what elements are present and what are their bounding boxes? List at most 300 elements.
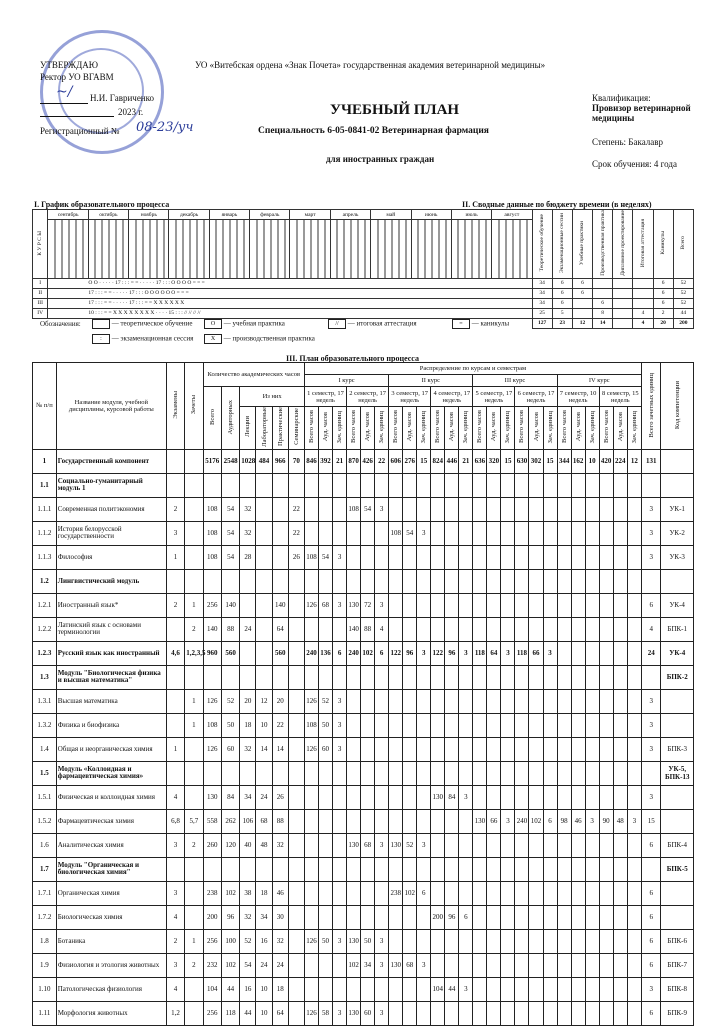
row-number: 1.5.2 — [33, 809, 57, 833]
row-semester-value — [304, 905, 318, 929]
row-semester-value: 6 — [543, 809, 557, 833]
semester-subheader — [347, 407, 361, 450]
row-semester-value: 130 — [347, 929, 361, 953]
row-name: Органическая химия — [56, 881, 166, 905]
row-semester-value: 22 — [375, 449, 389, 473]
row-semester-value — [417, 1001, 431, 1025]
row-semester-value — [627, 1001, 641, 1025]
row-semester-value — [375, 569, 389, 593]
row-semester-value — [627, 881, 641, 905]
week-cells — [371, 220, 411, 278]
month-header: апрель — [330, 210, 370, 220]
row-semester-value — [627, 857, 641, 881]
row-exams: 1 — [166, 737, 184, 761]
row-labs: 24 — [256, 953, 272, 977]
row-semester-value: 130 — [389, 833, 403, 857]
row-semester-value — [417, 617, 431, 641]
semester-header: 1 семестр, 17 недель — [304, 387, 346, 407]
row-semester-value — [445, 953, 459, 977]
legend-exam-box: : — [92, 334, 110, 344]
row-semester-value: 12 — [627, 449, 641, 473]
row-semester-value — [445, 689, 459, 713]
semester-subheader — [361, 407, 375, 450]
course-header: III курс — [473, 375, 557, 387]
row-total-hours: 108 — [203, 545, 221, 569]
course-header: IV курс — [557, 375, 641, 387]
row-semester-value — [487, 497, 501, 521]
summary-header-label: Учебные практики — [579, 220, 586, 265]
course-summary-value: 6 — [653, 288, 673, 298]
semester-subheader-label: Ауд. часов — [532, 412, 540, 442]
row-semester-value — [389, 809, 403, 833]
week-cells — [492, 220, 532, 278]
row-semester-value — [585, 713, 599, 737]
row-semester-value: 50 — [319, 929, 333, 953]
row-practical: 966 — [272, 449, 288, 473]
row-semester-value — [543, 761, 557, 785]
degree: Степень: Бакалавр — [592, 137, 664, 147]
row-name: Патологическая физиология — [56, 977, 166, 1001]
table-row — [33, 593, 694, 617]
row-aud-hours — [221, 665, 239, 689]
month-header: июль — [451, 210, 491, 220]
row-semester-value — [557, 905, 571, 929]
row-semester-value: 68 — [319, 593, 333, 617]
row-total-credits: 6 — [642, 593, 661, 617]
row-credits: 1 — [185, 929, 203, 953]
row-semester-value — [487, 713, 501, 737]
row-seminars — [288, 929, 304, 953]
row-practical: 18 — [272, 977, 288, 1001]
row-competence — [661, 809, 694, 833]
course-summary-value: 44 — [673, 308, 693, 318]
row-semester-value: 3 — [585, 809, 599, 833]
table-row — [33, 617, 694, 641]
row-semester-value: 446 — [445, 449, 459, 473]
row-semester-value — [431, 473, 445, 497]
row-semester-value: 3 — [501, 809, 515, 833]
row-lectures: 18 — [240, 713, 256, 737]
course-summary-value: 34 — [532, 278, 552, 288]
row-semester-value — [627, 617, 641, 641]
row-semester-value: 3 — [375, 833, 389, 857]
row-semester-value — [571, 617, 585, 641]
semester-header: 5 семестр, 17 недель — [473, 387, 515, 407]
course-summary-value: 2 — [653, 308, 673, 318]
row-semester-value — [515, 1001, 529, 1025]
row-semester-value — [585, 761, 599, 785]
audience: для иностранных граждан — [326, 154, 435, 164]
row-total-hours: 126 — [203, 689, 221, 713]
row-semester-value: 90 — [599, 809, 613, 833]
row-semester-value — [473, 689, 487, 713]
row-semester-value — [501, 785, 515, 809]
row-semester-value: 130 — [347, 593, 361, 617]
row-semester-value — [501, 881, 515, 905]
row-aud-hours — [221, 761, 239, 785]
row-number: 1.2.1 — [33, 593, 57, 617]
row-total-credits: 3 — [642, 977, 661, 1001]
row-semester-value — [515, 713, 529, 737]
row-semester-value — [445, 857, 459, 881]
semester-subheader — [459, 407, 473, 450]
row-semester-value — [627, 521, 641, 545]
row-semester-value — [543, 569, 557, 593]
row-semester-value — [347, 977, 361, 1001]
row-semester-value: 4 — [375, 617, 389, 641]
row-semester-value — [613, 785, 627, 809]
summary-header-label: Экзаменационные сессии — [559, 212, 566, 273]
row-semester-value — [557, 617, 571, 641]
row-name: Общая и неорганическая химия — [56, 737, 166, 761]
total-credits-header — [642, 363, 661, 450]
row-semester-value — [613, 833, 627, 857]
row-semester-value — [487, 569, 501, 593]
semester-subheader — [599, 407, 613, 450]
row-seminars: 70 — [288, 449, 304, 473]
row-semester-value — [529, 665, 543, 689]
row-semester-value — [599, 473, 613, 497]
row-semester-value — [487, 1001, 501, 1025]
row-semester-value — [627, 713, 641, 737]
row-semester-value — [543, 617, 557, 641]
semester-subheader-label: Зач. единиц — [588, 410, 596, 444]
row-practical: 26 — [272, 785, 288, 809]
row-semester-value — [431, 881, 445, 905]
row-aud-hours: 84 — [221, 785, 239, 809]
hours-total-header — [203, 387, 221, 450]
semester-header: 3 семестр, 17 недель — [389, 387, 431, 407]
table-row — [33, 881, 694, 905]
row-competence: БПК-4 — [661, 833, 694, 857]
course-name: III — [33, 298, 48, 308]
row-semester-value — [487, 473, 501, 497]
row-semester-value — [529, 737, 543, 761]
semester-subheader — [403, 407, 417, 450]
row-semester-value — [333, 785, 347, 809]
row-semester-value: 870 — [347, 449, 361, 473]
row-semester-value — [571, 713, 585, 737]
row-semester-value — [445, 521, 459, 545]
row-semester-value: 3 — [459, 977, 473, 1001]
row-semester-value: 46 — [571, 809, 585, 833]
row-aud-hours — [221, 569, 239, 593]
semester-subheader — [543, 407, 557, 450]
row-semester-value — [627, 929, 641, 953]
row-seminars: 22 — [288, 497, 304, 521]
row-semester-value: 6 — [333, 641, 347, 665]
row-number: 1.7.2 — [33, 905, 57, 929]
legend-holiday-box: = — [452, 319, 470, 329]
row-semester-value — [571, 1001, 585, 1025]
week-cells — [250, 220, 290, 278]
row-credits — [185, 977, 203, 1001]
row-semester-value — [543, 905, 557, 929]
row-semester-value: 3 — [459, 785, 473, 809]
row-total-hours — [203, 761, 221, 785]
legend-theory-text: — теоретическое обучение — [111, 319, 193, 328]
row-number: 1.7.1 — [33, 881, 57, 905]
semester-subheader-label: Зач. единиц — [462, 410, 470, 444]
semester-subheader — [473, 407, 487, 450]
row-semester-value — [417, 857, 431, 881]
row-semester-value: 3 — [375, 1001, 389, 1025]
row-semester-value: 240 — [515, 809, 529, 833]
row-semester-value — [304, 809, 318, 833]
row-competence — [661, 449, 694, 473]
row-lectures — [240, 857, 256, 881]
row-semester-value — [585, 881, 599, 905]
legend-prod-text: — производственная практика — [223, 334, 315, 343]
row-semester-value — [375, 473, 389, 497]
row-semester-value — [403, 593, 417, 617]
row-semester-value — [543, 833, 557, 857]
row-semester-value: 636 — [473, 449, 487, 473]
row-semester-value — [501, 593, 515, 617]
row-semester-value — [501, 929, 515, 953]
row-practical: 24 — [272, 953, 288, 977]
row-semester-value — [333, 665, 347, 689]
row-semester-value: 54 — [403, 521, 417, 545]
row-total-credits — [642, 857, 661, 881]
row-lectures: 52 — [240, 929, 256, 953]
semester-subheader — [417, 407, 431, 450]
row-semester-value: 34 — [361, 953, 375, 977]
row-semester-value: 224 — [613, 449, 627, 473]
course-summary-value — [572, 308, 592, 318]
row-semester-value — [389, 905, 403, 929]
row-semester-value — [304, 977, 318, 1001]
row-competence — [661, 569, 694, 593]
row-semester-value — [599, 593, 613, 617]
summary-header — [673, 210, 693, 279]
course-summary-value — [633, 278, 653, 288]
row-credits — [185, 857, 203, 881]
row-semester-value — [304, 881, 318, 905]
row-semester-value — [627, 473, 641, 497]
plan-table — [32, 362, 694, 1026]
rector-label: Ректор УО ВГАВМ — [40, 72, 114, 82]
row-seminars — [288, 833, 304, 857]
course-summary-value: 6 — [653, 278, 673, 288]
row-seminars — [288, 785, 304, 809]
row-semester-value: 48 — [613, 809, 627, 833]
row-number: 1.2.2 — [33, 617, 57, 641]
row-semester-value: 15 — [417, 449, 431, 473]
row-semester-value: 98 — [557, 809, 571, 833]
row-semester-value — [487, 929, 501, 953]
row-semester-value — [417, 689, 431, 713]
row-semester-value — [557, 473, 571, 497]
semester-subheader-label: Ауд. часов — [490, 412, 498, 442]
week-cells — [48, 220, 88, 278]
row-exams: 2 — [166, 593, 184, 617]
row-competence: БПК-5 — [661, 857, 694, 881]
row-number: 1.8 — [33, 929, 57, 953]
row-exams — [166, 473, 184, 497]
row-total-hours: 558 — [203, 809, 221, 833]
row-practical: 30 — [272, 905, 288, 929]
course-summary-value: 34 — [532, 298, 552, 308]
row-competence — [661, 905, 694, 929]
row-semester-value — [487, 689, 501, 713]
row-total-hours: 232 — [203, 953, 221, 977]
row-exams: 1,2 — [166, 1001, 184, 1025]
row-aud-hours: 140 — [221, 593, 239, 617]
month-header: май — [371, 210, 411, 220]
row-semester-value — [361, 857, 375, 881]
row-labs — [256, 617, 272, 641]
course-summary-value: 52 — [673, 278, 693, 288]
row-semester-value — [417, 905, 431, 929]
row-semester-value — [585, 737, 599, 761]
row-practical: 560 — [272, 641, 288, 665]
table-row — [33, 665, 694, 689]
row-semester-value — [543, 689, 557, 713]
row-semester-value — [319, 521, 333, 545]
row-semester-value — [403, 569, 417, 593]
row-labs: 12 — [256, 689, 272, 713]
row-practical — [272, 761, 288, 785]
row-semester-value — [361, 569, 375, 593]
legend-final — [328, 319, 417, 329]
row-semester-value — [487, 665, 501, 689]
row-competence — [661, 713, 694, 737]
row-semester-value — [417, 497, 431, 521]
lab-header-label: Лабораторные — [260, 407, 268, 447]
section1-title: I. График образовательного процесса — [34, 200, 170, 209]
row-semester-value — [445, 569, 459, 593]
row-semester-value — [501, 1001, 515, 1025]
row-semester-value — [571, 521, 585, 545]
row-semester-value: 52 — [319, 689, 333, 713]
legend-prod-box: Х — [204, 334, 222, 344]
row-semester-value — [613, 929, 627, 953]
summary-header — [532, 210, 552, 279]
row-semester-value — [543, 881, 557, 905]
row-lectures: 28 — [240, 545, 256, 569]
row-name: Физическая и коллоидная химия — [56, 785, 166, 809]
row-semester-value: 130 — [347, 833, 361, 857]
row-semester-value — [389, 857, 403, 881]
table-row — [33, 809, 694, 833]
of-them-header: Из них — [240, 387, 305, 407]
row-semester-value — [473, 1001, 487, 1025]
row-name: Высшая математика — [56, 689, 166, 713]
row-semester-value — [389, 761, 403, 785]
week-cells — [129, 220, 169, 278]
row-semester-value — [571, 545, 585, 569]
course-summary-value — [633, 288, 653, 298]
num-header: № п/п — [33, 363, 57, 450]
row-semester-value — [375, 857, 389, 881]
row-labs — [256, 761, 272, 785]
row-semester-value — [445, 473, 459, 497]
row-semester-value — [431, 833, 445, 857]
row-semester-value — [515, 977, 529, 1001]
row-seminars — [288, 881, 304, 905]
row-semester-value: 3 — [333, 737, 347, 761]
row-semester-value — [599, 833, 613, 857]
row-total-credits: 3 — [642, 689, 661, 713]
hours-header: Количество академических часов — [203, 363, 304, 387]
row-semester-value — [557, 785, 571, 809]
week-cells — [290, 220, 330, 278]
semester-subheader-label: Ауд. часов — [448, 412, 456, 442]
row-lectures: 32 — [240, 521, 256, 545]
row-total-hours — [203, 857, 221, 881]
row-semester-value — [557, 689, 571, 713]
semester-subheader-label: Всего часов — [518, 410, 526, 444]
row-total-credits: 6 — [642, 833, 661, 857]
row-semester-value — [585, 593, 599, 617]
row-semester-value — [501, 521, 515, 545]
row-competence: БПК-2 — [661, 665, 694, 689]
course-summary-value: 25 — [532, 308, 552, 318]
row-aud-hours: 52 — [221, 689, 239, 713]
row-semester-value — [627, 737, 641, 761]
row-total-hours: 140 — [203, 617, 221, 641]
row-semester-value — [333, 809, 347, 833]
row-credits: 1 — [185, 713, 203, 737]
row-semester-value — [403, 665, 417, 689]
row-semester-value: 108 — [347, 497, 361, 521]
row-semester-value: 52 — [403, 833, 417, 857]
row-semester-value: 240 — [347, 641, 361, 665]
row-semester-value — [319, 761, 333, 785]
row-number: 1.5 — [33, 761, 57, 785]
summary-header — [653, 210, 673, 279]
row-semester-value: 3 — [417, 953, 431, 977]
row-name: Физика и биофизика — [56, 713, 166, 737]
month-header: декабрь — [169, 210, 209, 220]
hours-aud-header — [221, 387, 239, 450]
row-semester-value — [375, 713, 389, 737]
row-semester-value — [459, 497, 473, 521]
competence-header-label: Код компетенции — [673, 380, 681, 429]
row-semester-value — [627, 977, 641, 1001]
row-semester-value: 140 — [347, 617, 361, 641]
row-semester-value — [459, 569, 473, 593]
row-semester-value: 3 — [417, 521, 431, 545]
row-semester-value — [599, 545, 613, 569]
summary-header — [593, 210, 613, 279]
row-semester-value: 102 — [347, 953, 361, 977]
row-semester-value — [431, 857, 445, 881]
row-seminars — [288, 953, 304, 977]
row-lectures: 32 — [240, 497, 256, 521]
total-credits-header-label: Всего зачетных единиц — [647, 372, 655, 438]
row-name: Морфология животных — [56, 1001, 166, 1025]
row-semester-value — [389, 689, 403, 713]
row-number: 1.2 — [33, 569, 57, 593]
row-total-hours: 238 — [203, 881, 221, 905]
course-header — [33, 210, 48, 279]
section3-title: III. План образовательного процесса — [286, 354, 419, 363]
row-semester-value — [585, 929, 599, 953]
row-semester-value — [389, 617, 403, 641]
row-semester-value — [473, 857, 487, 881]
row-semester-value — [445, 833, 459, 857]
row-semester-value — [599, 665, 613, 689]
row-semester-value — [403, 857, 417, 881]
row-practical: 32 — [272, 929, 288, 953]
semester-subheader — [501, 407, 515, 450]
row-semester-value — [557, 593, 571, 617]
row-practical — [272, 497, 288, 521]
semester-subheader — [529, 407, 543, 450]
row-semester-value — [599, 617, 613, 641]
